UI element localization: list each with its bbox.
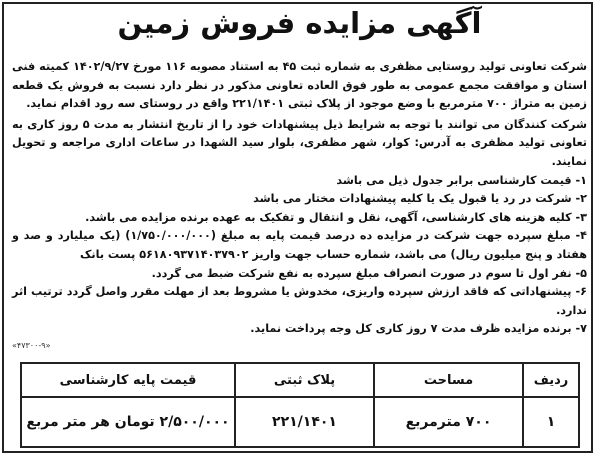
- condition-item: ۱- قیمت کارشناسی برابر جدول ذیل می باشد: [336, 173, 587, 187]
- header-area: مساحت: [374, 363, 523, 397]
- notice-title: آگهی مزایده فروش زمین: [117, 6, 482, 40]
- condition-item: ۲- شرکت در رد یا قبول یک یا کلیه پیشنهادات مختار می باشد: [253, 192, 587, 206]
- cell-base-price: ۲/۵۰۰/۰۰۰ تومان هر متر مربع: [21, 397, 235, 447]
- price-table: [20, 362, 580, 448]
- submission-paragraph: شرکت کنندگان می توانند با توجه به شرایط ذیل پیشنهادات خود را از تاریخ انتشار به مدت ۵ روز کاری به تعاونی تولید مظفری به آدرس: کوار، شهر مظفری، بلوار سید الشهدا در ساعات اداری مراجعه و تحویل نمایند.: [12, 117, 588, 168]
- notice-body: [12, 58, 587, 339]
- condition-item: ۶- پیشنهاداتی که فاقد ارزش سپرده واریزی، مخدوش یا مشروط بعد از مهلت مقرر واصل گردد ترتیب اثر ندارد.: [12, 285, 587, 317]
- condition-item: ۴- مبلغ سپرده جهت شرکت در مزایده ده درصد قیمت پایه به مبلغ (۱/۷۵۰/۰۰۰/۰۰۰) (یک میلیارد و صد و هفتاد و پنج میلیون ریال) می باشد، شماره حساب جهت واریز ۵۶۱۸۰۹۳۷۱۴۰۳۷۹۰۲ پست بانک: [12, 229, 587, 261]
- table-header-row: [21, 363, 579, 397]
- table-row: [21, 397, 579, 447]
- intro-paragraph: شرکت تعاونی تولید روستایی مظفری به شماره ثبت ۴۵ به استناد مصوبه ۱۱۶ مورخ ۱۴۰۲/۹/۲۷ کمیته فنی استان و موافقت مجمع عمومی به طور فوق العاده تعاونی مذکور در نظر دارد نسبت به فروش یک قطعه زمین به متراژ ۷۰۰ مترمربع با وضع موجود از پلاک ثبتی ۲۲۱/۱۴۰۱ واقع در روستای سه رود اقدام نماید.: [12, 60, 587, 111]
- header-base-price: قیمت پایه کارشناسی: [21, 363, 235, 397]
- condition-item: ۵- نفر اول تا سوم در صورت انصراف مبلغ سپرده به نفع شرکت ضبط می گردد.: [151, 266, 587, 280]
- header-plaque: پلاک ثبتی: [235, 363, 374, 397]
- condition-item: ۳- کلیه هزینه های کارشناسی، آگهی، نقل و انتقال و تفکیک به عهده برنده مزایده می باشد.: [85, 210, 587, 224]
- condition-item: ۷- برنده مزایده ظرف مدت ۷ روز کاری کل وجه پرداخت نماید.: [250, 322, 587, 336]
- cell-plaque: ۲۲۱/۱۴۰۱: [235, 397, 374, 447]
- notice-code: «۴۷۳۰۰-۹»: [12, 341, 51, 350]
- cell-row-number: ۱: [523, 397, 579, 447]
- conditions-list: [12, 172, 587, 339]
- header-row-number: ردیف: [523, 363, 579, 397]
- cell-area: ۷۰۰ مترمربع: [374, 397, 523, 447]
